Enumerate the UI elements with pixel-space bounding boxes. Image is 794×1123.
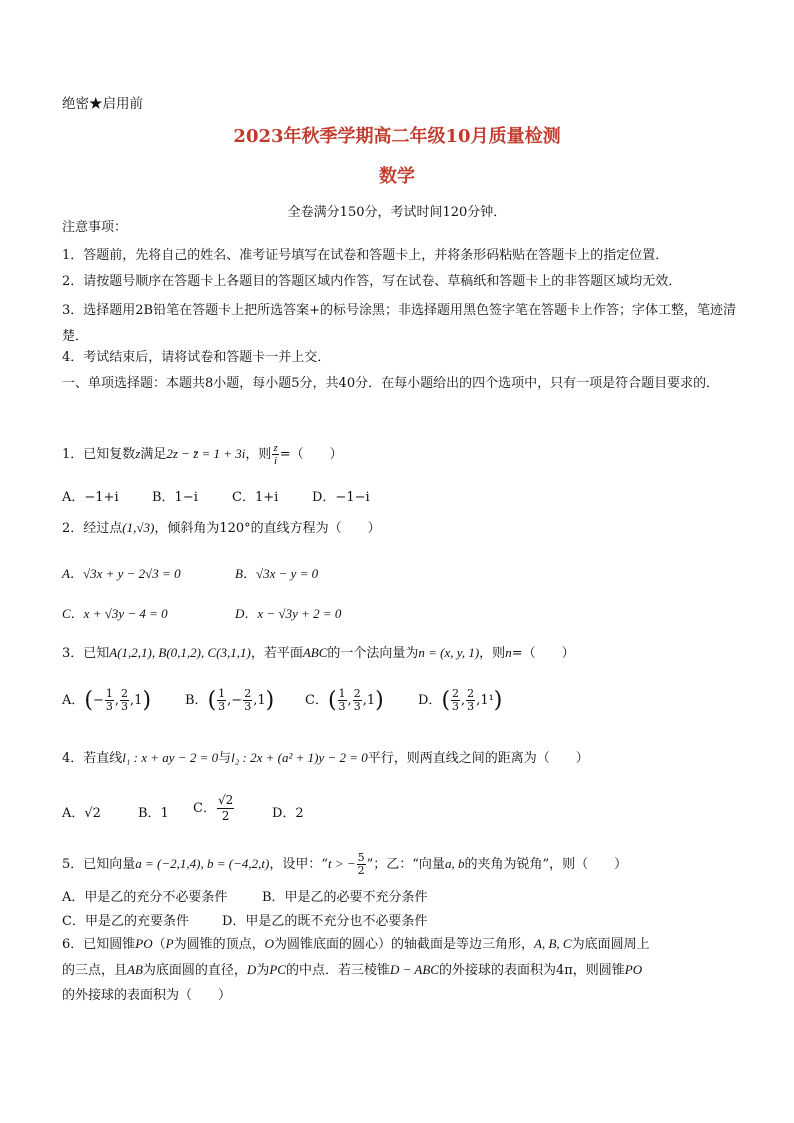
q6-l2-d: 的外接球的表面积为4π，则圆锥 xyxy=(438,963,625,978)
question-5 xyxy=(62,852,742,877)
q4-stem-pre: 4．若直线 xyxy=(62,751,123,766)
q3-vector-n: n xyxy=(505,645,512,660)
q6-l2-c: 的中点．若三棱锥 xyxy=(285,963,390,978)
q3-tail: =（ ） xyxy=(511,646,575,661)
q3a-frac2-num: 2 xyxy=(121,687,129,700)
q6-l2-pre: 的三点，且 xyxy=(62,963,128,978)
question-4 xyxy=(62,748,742,769)
q5-option-c: C．甲是乙的充要条件 xyxy=(62,914,189,929)
q3d-frac1-num: 2 xyxy=(452,687,460,700)
q3c-label: C． xyxy=(305,693,328,708)
q3c-frac2-num: 2 xyxy=(353,687,361,700)
q5-tail: 的夹角为锐角”，则（ ） xyxy=(464,857,628,872)
q3c-frac2 xyxy=(353,688,362,713)
q3d-label: D． xyxy=(418,693,442,708)
q6-l2-b: 为 xyxy=(256,963,270,978)
q3c-frac2-den: 3 xyxy=(353,700,361,713)
q3b-frac1-den: 3 xyxy=(218,700,226,713)
q1-stem-post: ，则 xyxy=(245,447,272,462)
q6-po: PO xyxy=(135,936,153,951)
q3-option-b: B．( $\frac{1}{3}$ ,− $\frac{2}{3}$ ,1) xyxy=(185,687,275,713)
q6-d: D xyxy=(246,962,257,977)
q4c-fraction xyxy=(217,793,234,824)
q2-option-c: C．x + √3y − 4 = 0 xyxy=(62,606,168,621)
q3b-sign2: − xyxy=(231,693,243,708)
q3d-frac2-den: 3 xyxy=(467,700,475,713)
q3d-lparen: ( xyxy=(441,688,451,713)
q4-l2: l₂ : 2x + (a² + 1)y − 2 = 0 xyxy=(231,750,368,765)
q3-vector: n = (x, y, 1) xyxy=(418,645,480,660)
q4-option-c xyxy=(193,793,235,824)
q2-point: (1,√3) xyxy=(122,520,155,535)
q3a-sign1: − xyxy=(92,693,104,708)
q6-pc: PC xyxy=(269,962,286,977)
q3b-frac2-num: 2 xyxy=(244,687,252,700)
q3a-third: 1 xyxy=(134,693,143,708)
q5-frac-den: 2 xyxy=(357,864,365,877)
q1-stem-pre: 1．已知复数 xyxy=(62,447,136,462)
q5-stem-pre: 5．已知向量 xyxy=(62,857,136,872)
q6-l2-a: 为底面圆的直径， xyxy=(142,963,247,978)
q3d-frac2 xyxy=(466,688,475,713)
q4-option-b: B．1 xyxy=(138,806,169,821)
q3c-lparen: ( xyxy=(327,688,337,713)
note-2: 2．请按题号顺序在答题卡上各题目的答题区域内作答，写在试卷、草稿纸和答题卡上的非答题区域均无效． xyxy=(62,274,682,289)
q3-stem-mid: ，若平面 xyxy=(250,646,303,661)
q1-option-c: C．1+i xyxy=(232,490,279,505)
q5-condition: t > − xyxy=(327,856,356,871)
q6-ab: AB xyxy=(127,962,143,977)
q1-tail: =（ ） xyxy=(279,447,343,462)
q4c-label: C． xyxy=(193,801,216,816)
q3b-frac1 xyxy=(217,688,226,713)
q1-option-d: D．−1−i xyxy=(312,490,370,505)
q3d-frac2-num: 2 xyxy=(467,687,475,700)
q2-option-a: A．√3x + y − 2√3 = 0 xyxy=(62,566,181,581)
q5-stem-post: ”；乙：“向量 xyxy=(366,857,445,872)
q6-o: O xyxy=(264,936,274,951)
q6-l1-c: 为圆锥底面的圆心）的轴截面是等边三角形， xyxy=(274,937,535,952)
q4-stem-mid: 与 xyxy=(218,751,232,766)
q4c-frac-num: √2 xyxy=(217,793,234,807)
q5-option-d: D．甲是乙的既不充分也不必要条件 xyxy=(222,914,428,929)
q6-p: P xyxy=(165,936,174,951)
q5-stem-mid: ，设甲：“ xyxy=(269,857,328,872)
exam-title: 2023年秋季学期高二年级10月质量检测 xyxy=(233,126,561,147)
q3a-frac2 xyxy=(120,688,129,713)
question-2 xyxy=(62,518,742,539)
q3c-frac1-den: 3 xyxy=(338,700,346,713)
q3b-third: 1 xyxy=(257,693,266,708)
q3a-frac1 xyxy=(105,688,114,713)
q3-plane: ABC xyxy=(302,645,328,660)
q3a-label: A． xyxy=(62,693,85,708)
q1-frac-den: i xyxy=(274,455,278,467)
q6-l1-d: 为底面圆周上 xyxy=(571,937,650,952)
q3-option-d: D．( $\frac{2}{3}$ , $\frac{2}{3}$ ,1¹) xyxy=(418,687,503,713)
q1-frac-num: z xyxy=(273,442,278,454)
q3b-frac2-den: 3 xyxy=(244,700,252,713)
q3d-rparen: ) xyxy=(493,688,503,713)
q3a-frac1-den: 3 xyxy=(105,700,113,713)
q3-stem-pre: 3．已知 xyxy=(62,646,110,661)
q4-option-a: A．√2 xyxy=(62,806,101,821)
q1-fraction xyxy=(272,442,278,467)
question-3 xyxy=(62,643,742,664)
note-1: 1．答题前，先将自己的姓名、准考证号填写在试卷和答题卡上，并将条形码粘贴在答题卡上的指定位置． xyxy=(62,248,669,263)
q3c-rparen: ) xyxy=(375,688,384,713)
section-heading: 一、单项选择题：本题共8小题，每小题5分，共40分．在每小题给出的四个选项中，只有一项是符合题目要求的． xyxy=(62,376,720,391)
q6-dabc: D − ABC xyxy=(389,962,439,977)
q3a-frac1-num: 1 xyxy=(105,687,113,700)
q3-option-c: C．( $\frac{1}{3}$ , $\frac{2}{3}$ ,1) xyxy=(305,687,384,713)
q3b-frac1-num: 1 xyxy=(218,687,226,700)
q3b-rparen: ) xyxy=(265,688,275,713)
q5-option-b: B．甲是乙的必要不充分条件 xyxy=(262,890,428,905)
question-6-line-2 xyxy=(62,960,742,981)
q3-points: A(1,2,1), B(0,1,2), C(3,1,1) xyxy=(109,645,251,660)
q2-stem-pre: 2．经过点 xyxy=(62,521,123,536)
subject-title: 数学 xyxy=(379,166,415,187)
q6-l1-b: 为圆锥的顶点， xyxy=(173,937,265,952)
question-6-line-3: 的外接球的表面积为（ ） xyxy=(62,988,232,1003)
q4-stem-post: 平行，则两直线之间的距离为（ ） xyxy=(367,751,589,766)
q3-stem-mid2: 的一个法向量为 xyxy=(327,646,419,661)
q1-equation: 2z − z̄ = 1 + 3i xyxy=(166,446,246,461)
q6-po2: PO xyxy=(624,962,643,977)
q5-vectors: a = (−2,1,4), b = (−4,2,t) xyxy=(135,856,270,871)
notes-heading: 注意事项： xyxy=(62,220,128,235)
q2-stem-post: ，倾斜角为120°的直线方程为（ ） xyxy=(154,521,381,536)
q3-stem-post: ，则 xyxy=(479,646,506,661)
q1-z: z xyxy=(135,446,141,461)
q3c-frac1-num: 1 xyxy=(338,687,346,700)
q1-option-b: B．1−i xyxy=(152,490,198,505)
q3a-lparen: ( xyxy=(84,688,93,713)
q4-option-d: D．2 xyxy=(272,806,304,821)
q5-option-a: A．甲是乙的充分不必要条件 xyxy=(62,890,228,905)
q2-option-d: D．x − √3y + 2 = 0 xyxy=(235,606,342,621)
note-3: 3．选择题用2B铅笔在答题卡上把所选答案+的标号涂黑；非选择题用黑色签字笔在答题卡上作答；字体工整，笔迹清楚． xyxy=(62,303,736,344)
q4-l1: l₁ : x + ay − 2 = 0 xyxy=(122,750,219,765)
q3c-frac1 xyxy=(338,688,347,713)
confidential-label: 绝密★启用前 xyxy=(62,96,143,112)
exam-info: 全卷满分150分，考试时间120分钟． xyxy=(287,205,507,220)
q3d-third: 1¹ xyxy=(480,693,494,708)
q6-l1-pre: 6．已知圆锥 xyxy=(62,937,136,952)
q6-abc: A, B, C xyxy=(534,936,572,951)
q2-option-b: B．√3x − y = 0 xyxy=(235,566,319,581)
q3d-frac1-den: 3 xyxy=(452,700,460,713)
q5-fraction xyxy=(357,852,366,877)
q1-option-a: A．−1+i xyxy=(62,490,119,505)
q5-frac-num: 5 xyxy=(357,851,365,864)
q3b-label: B． xyxy=(185,693,208,708)
question-1 xyxy=(62,442,742,467)
q4c-frac-den: 2 xyxy=(221,809,230,823)
question-6-line-1 xyxy=(62,934,742,955)
q3b-lparen: ( xyxy=(207,688,217,713)
q3a-frac2-den: 3 xyxy=(121,700,129,713)
q5-ab: a, b xyxy=(444,856,465,871)
note-4: 4．考试结束后，请将试卷和答题卡一并上交． xyxy=(62,350,331,365)
q3b-frac2 xyxy=(243,688,252,713)
q6-l1-a: （ xyxy=(152,937,166,952)
q1-stem-mid: 满足 xyxy=(140,447,167,462)
q3d-frac1 xyxy=(451,688,460,713)
q3c-third: 1 xyxy=(366,693,376,708)
q3-option-a: A．(− $\frac{1}{3}$ , $\frac{2}{3}$ ,1) xyxy=(62,687,152,713)
q3a-rparen: ) xyxy=(142,688,152,713)
